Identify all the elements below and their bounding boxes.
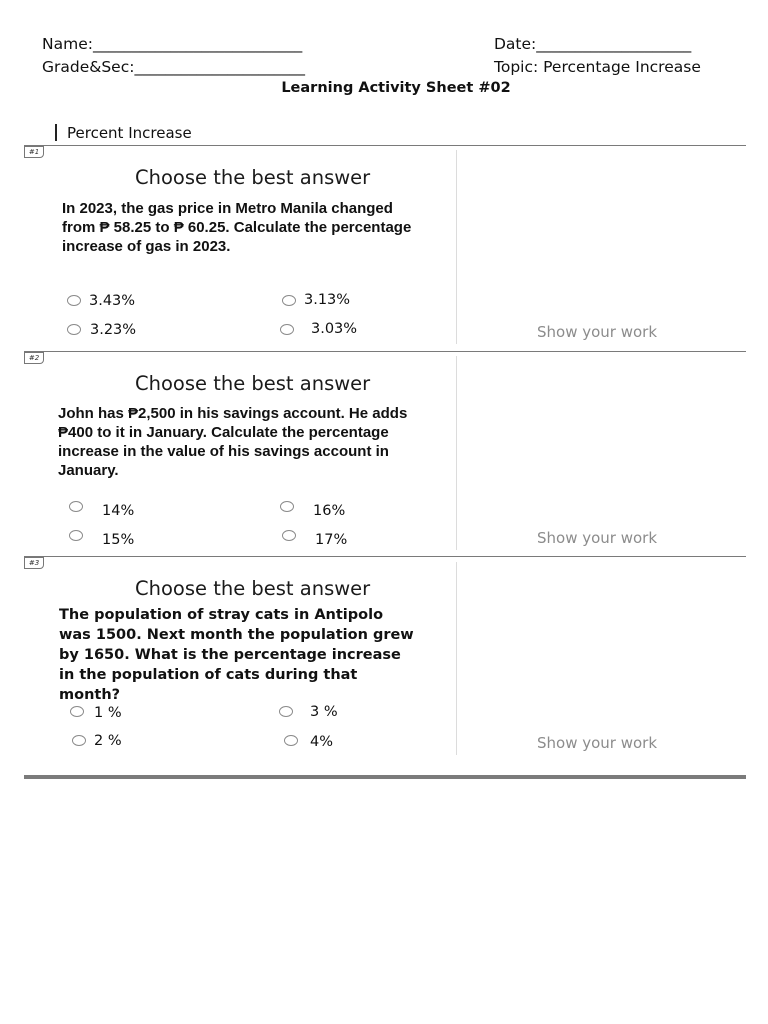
footer-divider — [24, 775, 746, 779]
column-divider — [456, 150, 457, 344]
topic-label: Topic: Percentage Increase — [494, 58, 701, 76]
question-text: In 2023, the gas price in Metro Manila changed from ₱ 58.25 to ₱ 60.25. Calculate the percentage increase of gas in 2023. — [62, 200, 412, 255]
question-divider — [24, 145, 746, 146]
page-title: Learning Activity Sheet #02 — [281, 80, 511, 96]
show-work-area[interactable]: Show your work — [537, 323, 658, 341]
option-label-c: 3.23% — [90, 322, 137, 338]
option-radio-c[interactable] — [72, 735, 86, 746]
question-tag: #3 — [24, 557, 44, 569]
option-radio-c[interactable] — [67, 324, 81, 335]
question-text: John has ₱2,500 in his savings account. He adds ₱400 to it in January. Calculate the percentage increase in the value of his savings account in January. — [58, 405, 408, 479]
option-radio-d[interactable] — [284, 735, 298, 746]
option-label-d: 3.03% — [311, 321, 358, 337]
option-radio-a[interactable] — [69, 501, 83, 512]
name-field-label: Name:___________________________ — [42, 35, 303, 53]
date-field-label: Date:____________________ — [494, 35, 692, 53]
question-divider — [24, 351, 746, 352]
show-work-area[interactable]: Show your work — [537, 734, 658, 752]
grade-section-field-label: Grade&Sec:______________________ — [42, 58, 305, 76]
option-radio-a[interactable] — [70, 706, 84, 717]
option-radio-b[interactable] — [282, 295, 296, 306]
column-divider — [456, 356, 457, 550]
section-marker — [55, 124, 57, 141]
question-heading: Choose the best answer — [135, 577, 371, 600]
option-label-a: 14% — [102, 503, 135, 519]
option-radio-d[interactable] — [282, 530, 296, 541]
option-radio-d[interactable] — [280, 324, 294, 335]
section-title: Percent Increase — [67, 124, 192, 142]
option-radio-b[interactable] — [279, 706, 293, 717]
option-radio-b[interactable] — [280, 501, 294, 512]
question-heading: Choose the best answer — [135, 166, 371, 189]
option-label-c: 15% — [102, 532, 135, 548]
question-tag: #1 — [24, 146, 44, 158]
column-divider — [456, 562, 457, 755]
option-label-b: 3.13% — [304, 292, 351, 308]
show-work-area[interactable]: Show your work — [537, 529, 658, 547]
option-label-d: 4% — [310, 734, 334, 750]
question-tag: #2 — [24, 352, 44, 364]
option-radio-a[interactable] — [67, 295, 81, 306]
option-label-d: 17% — [315, 532, 348, 548]
option-label-b: 3 % — [310, 704, 338, 720]
question-divider — [24, 556, 746, 557]
option-label-a: 1 % — [94, 705, 122, 721]
option-radio-c[interactable] — [69, 530, 83, 541]
option-label-a: 3.43% — [89, 293, 136, 309]
option-label-b: 16% — [313, 503, 346, 519]
question-text: The population of stray cats in Antipolo was 1500. Next month the population grew by 1650. What is the percentage increase in the population of cats during that month? — [59, 607, 414, 703]
question-heading: Choose the best answer — [135, 372, 371, 395]
option-label-c: 2 % — [94, 733, 122, 749]
